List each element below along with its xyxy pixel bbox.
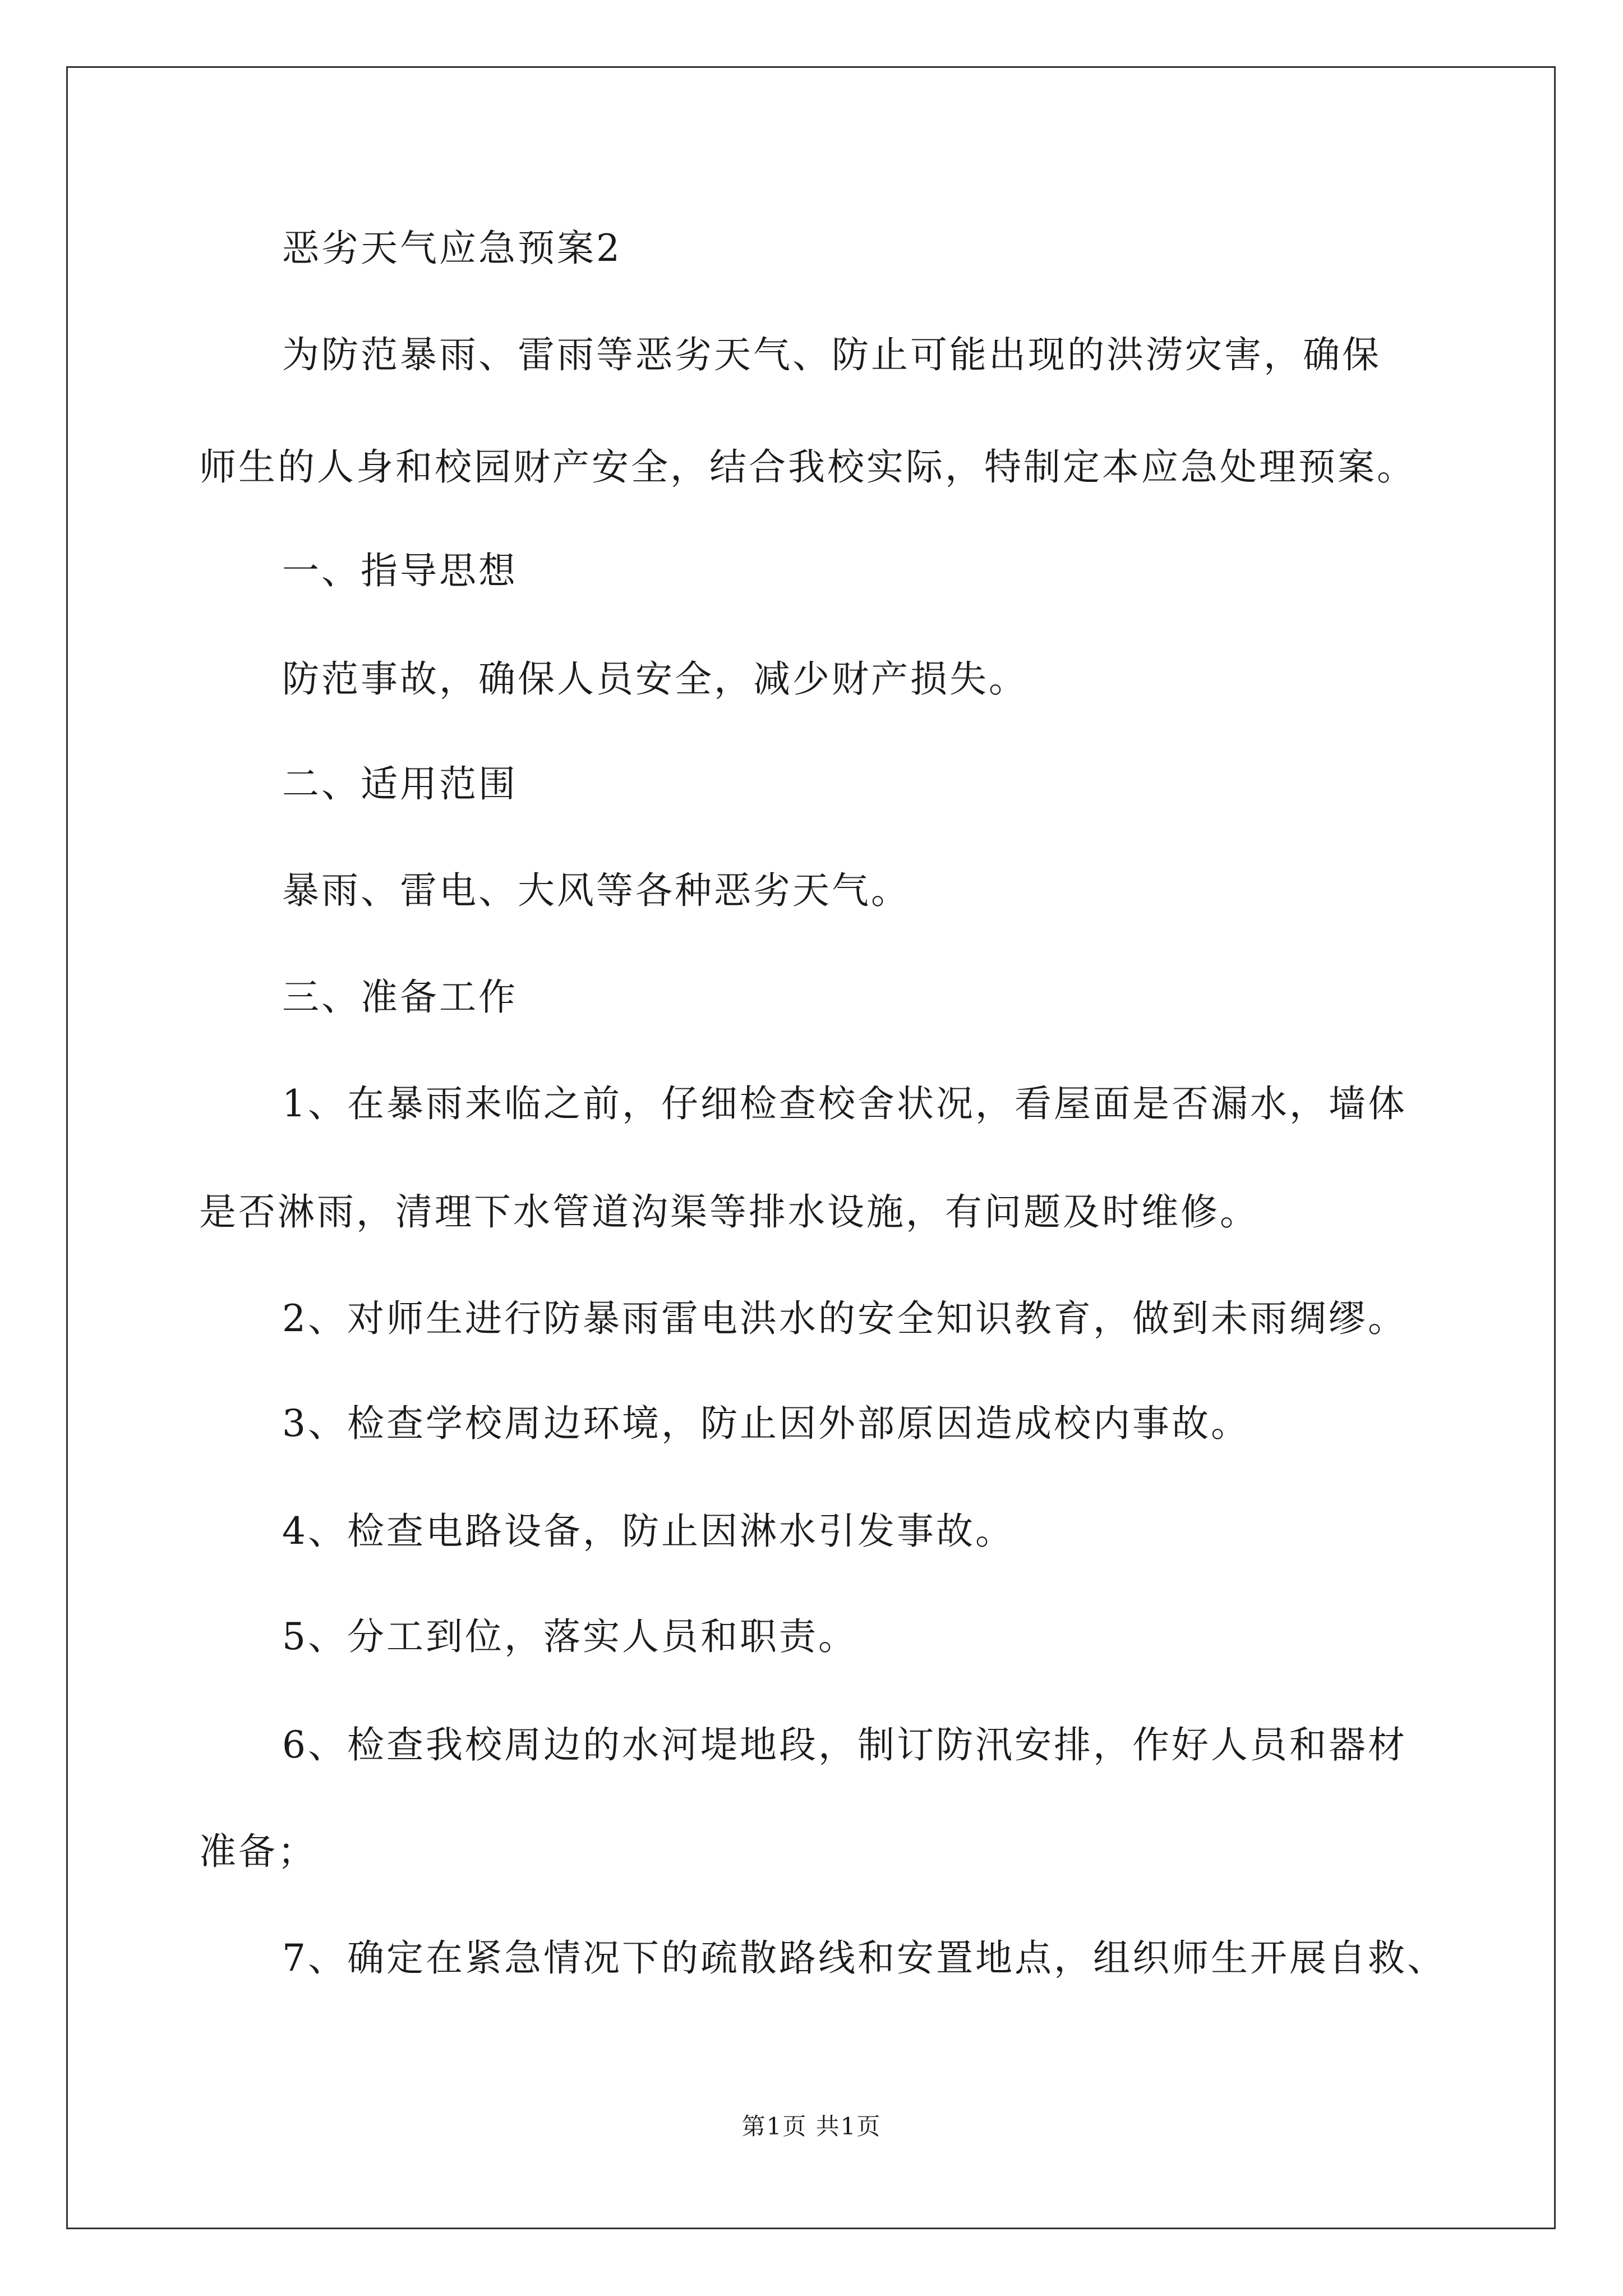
list-item-line: 7、确定在紧急情况下的疏散路线和安置地点，组织师生开展自救、 <box>282 1936 1446 1980</box>
list-item-line: 5、分工到位，落实人员和职责。 <box>282 1615 857 1658</box>
list-item-line: 1、在暴雨来临之前，仔细检查校舍状况，看屋面是否漏水，墙体 <box>282 1082 1407 1125</box>
document-title: 恶劣天气应急预案2 <box>282 227 622 270</box>
list-item-line: 准备； <box>199 1830 317 1873</box>
page-border <box>66 66 1556 2229</box>
list-item-line: 3、检查学校周边环境，防止因外部原因造成校内事故。 <box>282 1402 1250 1445</box>
section-heading: 一、指导思想 <box>282 549 518 592</box>
page-number-footer: 第1页 共1页 <box>741 2113 882 2140</box>
list-item-line: 6、检查我校周边的水河堤地段，制订防汛安排，作好人员和器材 <box>282 1723 1407 1766</box>
section-heading: 二、适用范围 <box>282 762 518 806</box>
paragraph-line: 防范事故，确保人员安全，减少财产损失。 <box>282 657 1028 701</box>
section-heading: 三、准备工作 <box>282 976 518 1019</box>
list-item-line: 是否淋雨，清理下水管道沟渠等排水设施，有问题及时维修。 <box>199 1190 1259 1234</box>
paragraph-line: 为防范暴雨、雷雨等恶劣天气、防止可能出现的洪涝灾害，确保 <box>282 333 1381 376</box>
paragraph-line: 暴雨、雷电、大风等各种恶劣天气。 <box>282 869 910 912</box>
list-item-line: 2、对师生进行防暴雨雷电洪水的安全知识教育，做到未雨绸缪。 <box>282 1297 1407 1340</box>
paragraph-line: 师生的人身和校园财产安全，结合我校实际，特制定本应急处理预案。 <box>199 445 1416 489</box>
list-item-line: 4、检查电路设备，防止因淋水引发事故。 <box>282 1510 1015 1553</box>
